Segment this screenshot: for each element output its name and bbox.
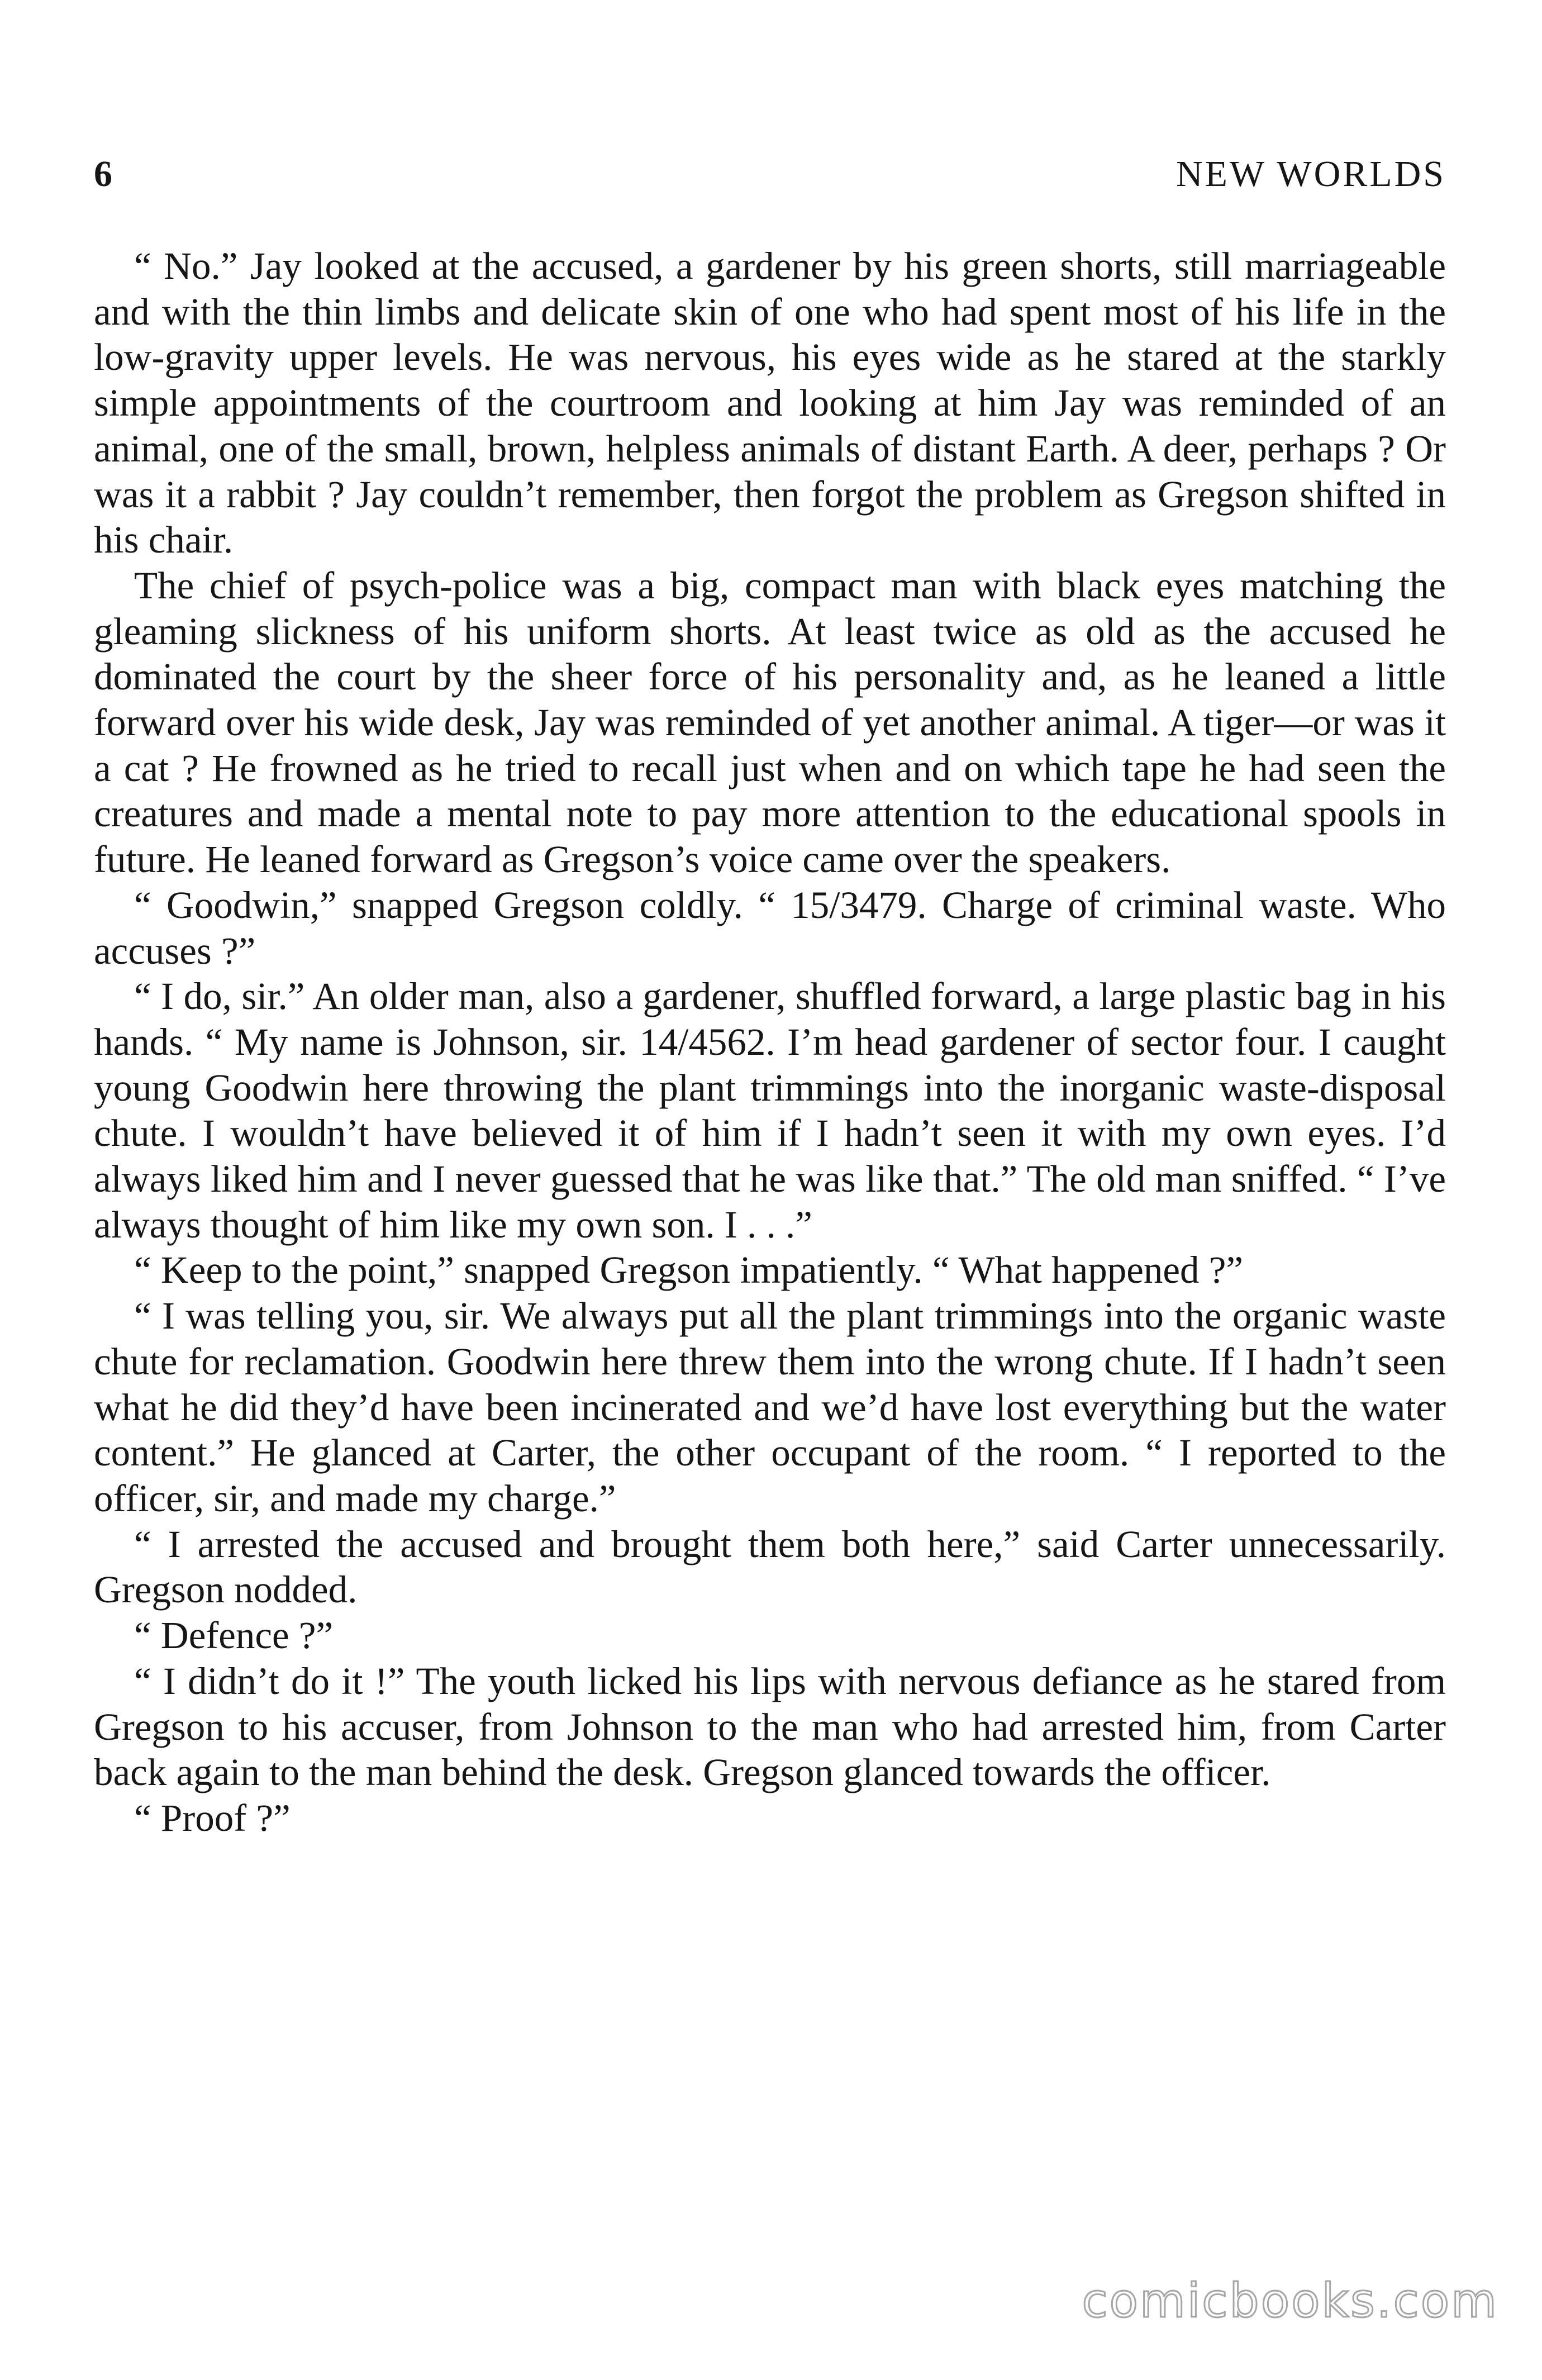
paragraph: “ I was telling you, sir. We always put all the plant trimmings into the organic waste chute for reclamation. Goodwin here threw them into the wrong chute. If I hadn’t seen what he did they’d have been incinerated and we’d have lost everything but the water content.” He glanced at Carter, the other occupant of the room. “ I reported to the officer, sir, and made my charge.” [94, 1294, 1446, 1520]
running-head [94, 146, 1446, 202]
journal-title: NEW WORLDS [1175, 154, 1446, 194]
paragraph: “ Proof ?” [134, 1796, 291, 1839]
paragraph: “ I do, sir.” An older man, also a gardener, shuffled forward, a large plastic bag in his hands. “ My name is Johnson, sir. 14/4562. I’m head gardener of sector four. I caught young Goodwin here throwing the plant trimmings into the inorganic waste-disposal chute. I wouldn’t have believed it of him if I hadn’t seen it with my own eyes. I’d always liked him and I never guessed that he was like that.” The old man sniffed. “ I’ve always thought of him like my own son. I . . .” [94, 975, 1446, 1246]
page-number: 6 [94, 154, 112, 194]
paragraph: “ I didn’t do it !” The youth licked his lips with nervous defiance as he stared from Gregson to his accuser, from Johnson to the man who had arrested him, from Carter back again to the man behind the desk. Gregson glanced towards the officer. [94, 1659, 1446, 1794]
paragraph: “ No.” Jay looked at the accused, a gardener by his green shorts, still marriageable and with the thin limbs and delicate skin of one who had spent most of his life in the low-gravity upper levels. He was nervous, his eyes wide as he stared at the starkly simple appointments of the courtroom and looking at him Jay was reminded of an animal, one of the small, brown, helpless animals of distant Earth. A deer, perhaps ? Or was it a rabbit ? Jay couldn’t remember, then forgot the problem as Gregson shifted in his chair. [94, 245, 1446, 561]
body-text [94, 244, 1446, 1841]
paragraph: The chief of psych-police was a big, compact man with black eyes matching the gleaming slickness of his uniform shorts. At least twice as old as the accused he dominated the court by the sheer force of his personality and, as he leaned a little forward over his wide desk, Jay was reminded of yet another animal. A tiger—or was it a cat ? He frowned as he tried to recall just when and on which tape he had seen the creatures and made a mental note to pay more attention to the educational spools in future. He leaned forward as Gregson’s voice came over the speakers. [94, 564, 1446, 881]
paragraph: “ Defence ?” [134, 1614, 334, 1657]
paragraph: “ I arrested the accused and brought them both here,” said Carter unnecessarily. Gregson nodded. [94, 1522, 1446, 1611]
watermark: comicbooks.com [1082, 2273, 1498, 2328]
paragraph: “ Keep to the point,” snapped Gregson impatiently. “ What happened ?” [134, 1249, 1243, 1292]
paragraph: “ Goodwin,” snapped Gregson coldly. “ 15/3479. Charge of criminal waste. Who accuses ?” [94, 883, 1446, 972]
